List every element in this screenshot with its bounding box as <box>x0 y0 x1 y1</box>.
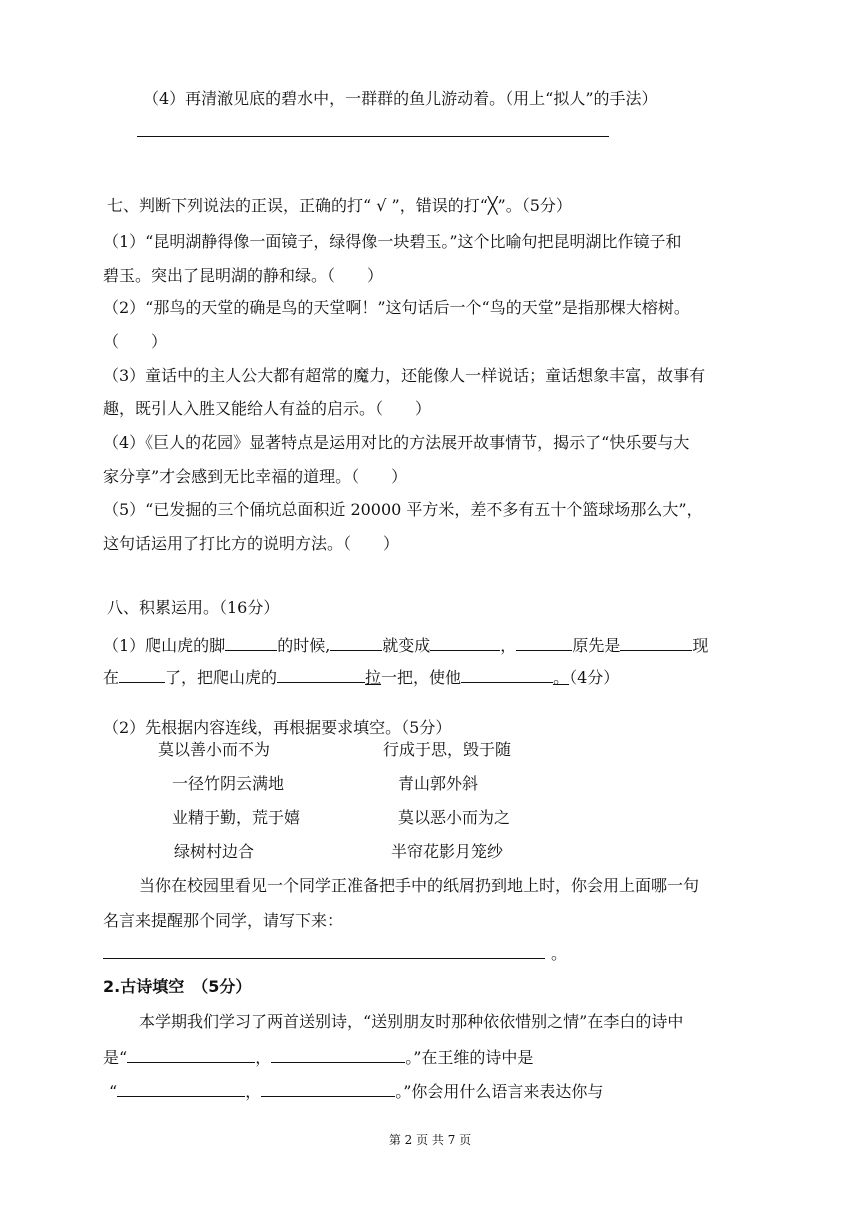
s7-item5-line2: 这句话运用了打比方的说明方法。（ ） <box>103 534 400 553</box>
blank-8[interactable] <box>461 665 553 683</box>
match-right-4[interactable]: 半帘花影月笼纱 <box>391 842 504 861</box>
s8-q2-heading: （2）先根据内容连线，再根据要求填空。（5分） <box>103 718 452 737</box>
s8-q1-p12: （4分） <box>569 668 620 687</box>
poem-l3a: “ <box>109 1082 118 1101</box>
match-left-3[interactable]: 业精于勤，荒于嬉 <box>172 808 301 827</box>
s8-q2-prompt-line1: 当你在校园里看见一个同学正准备把手中的纸屑扔到地上时，你会用上面哪一句 <box>139 876 700 895</box>
s7-item1-line2: 碧玉。突出了昆明湖的静和绿。（ ） <box>103 266 384 285</box>
match-right-1[interactable]: 行成于思，毁于随 <box>383 740 512 759</box>
poem-blank-3[interactable] <box>117 1079 245 1097</box>
s7-item2-line1: （2）“那鸟的天堂的确是鸟的天堂啊！”这句话后一个“鸟的天堂”是指那棵大榕树。 <box>103 298 690 317</box>
match-right-3[interactable]: 莫以恶小而为之 <box>398 808 511 827</box>
s7-item3-line1: （3）童话中的主人公大都有超常的魔力，还能像人一样说话；童话想象丰富，故事有 <box>103 366 706 385</box>
s8-q1-p11: 。 <box>553 668 570 687</box>
s8-q1-p4: ， <box>500 636 517 655</box>
s8-q1-p6: 现 <box>692 636 709 655</box>
match-left-4[interactable]: 绿树村边合 <box>174 842 255 861</box>
section8-heading: 八、积累运用。（16分） <box>107 598 280 617</box>
poem-heading: 2.古诗填空 （5分） <box>103 977 252 996</box>
s8-q1-p5: 原先是 <box>572 636 621 655</box>
match-right-2[interactable]: 青山郭外斜 <box>398 774 479 793</box>
page-footer: 第 2 页 共 7 页 <box>388 1133 472 1147</box>
blank-2[interactable] <box>330 633 382 651</box>
s8-q1-line1 <box>103 633 708 656</box>
blank-3[interactable] <box>430 633 500 651</box>
poem-blank-1[interactable] <box>127 1045 255 1063</box>
blank-4[interactable] <box>516 633 572 651</box>
poem-line3 <box>109 1079 603 1102</box>
q6-item4-text: （4）再清澈见底的碧水中，一群群的鱼儿游动着。（用上“拟人”的手法） <box>143 89 658 108</box>
poem-l2c: 。”在王维的诗中是 <box>405 1048 534 1067</box>
s8-q2-answer-line[interactable] <box>103 958 545 959</box>
poem-line1: 本学期我们学习了两首送别诗，“送别朋友时那种依依惜别之情”在李白的诗中 <box>139 1012 684 1031</box>
s8-q1-p2: 的时候, <box>277 636 331 655</box>
match-left-2[interactable]: 一径竹阴云满地 <box>172 774 285 793</box>
s8-q1-p7: 在 <box>103 668 120 687</box>
poem-line2 <box>103 1045 533 1068</box>
s8-q2-prompt-line2: 名言来提醒那个同学，请写下来： <box>103 911 344 930</box>
s8-q2-answer-end: 。 <box>551 944 568 963</box>
s8-q1-p3: 就变成 <box>382 636 431 655</box>
s8-q1-p1: （1）爬山虎的脚 <box>103 636 226 655</box>
s8-q1-p8: 了，把爬山虎的 <box>165 668 278 687</box>
match-left-1[interactable]: 莫以善小而不为 <box>158 740 271 759</box>
s8-q1-p9: 拉 <box>365 668 382 687</box>
poem-l2a: 是“ <box>103 1048 128 1067</box>
s7-item3-line2: 趣，既引人入胜又能给人有益的启示。（ ） <box>103 399 432 418</box>
blank-7[interactable] <box>277 665 365 683</box>
section7-heading: 七、判断下列说法的正误，正确的打“ √ ”，错误的打“╳”。（5分） <box>107 196 572 215</box>
s7-item1-line1: （1）“昆明湖静得像一面镜子，绿得像一块碧玉。”这个比喻句把昆明湖比作镜子和 <box>103 232 682 251</box>
poem-l3b: ， <box>245 1082 262 1101</box>
s7-item2-line2: （ ） <box>103 332 168 351</box>
poem-l2b: ， <box>255 1048 272 1067</box>
blank-1[interactable] <box>225 633 277 651</box>
blank-5[interactable] <box>620 633 692 651</box>
q6-item4-answer-line[interactable] <box>137 136 609 137</box>
poem-blank-2[interactable] <box>271 1045 405 1063</box>
blank-6[interactable] <box>119 665 165 683</box>
s7-item4-line1: （4）《巨人的花园》显著特点是运用对比的方法展开故事情节，揭示了“快乐要与大 <box>103 433 690 452</box>
s8-q1-p10: 一把，使他 <box>381 668 462 687</box>
s7-item4-line2: 家分享”才会感到无比幸福的道理。（ ） <box>103 467 408 486</box>
poem-l3c: 。”你会用什么语言来表达你与 <box>395 1082 604 1101</box>
s7-item5-line1: （5）“已发掘的三个俑坑总面积近 20000 平方米，差不多有五十个篮球场那么大”， <box>103 500 703 519</box>
s8-q1-line2 <box>103 665 619 688</box>
poem-blank-4[interactable] <box>261 1079 395 1097</box>
